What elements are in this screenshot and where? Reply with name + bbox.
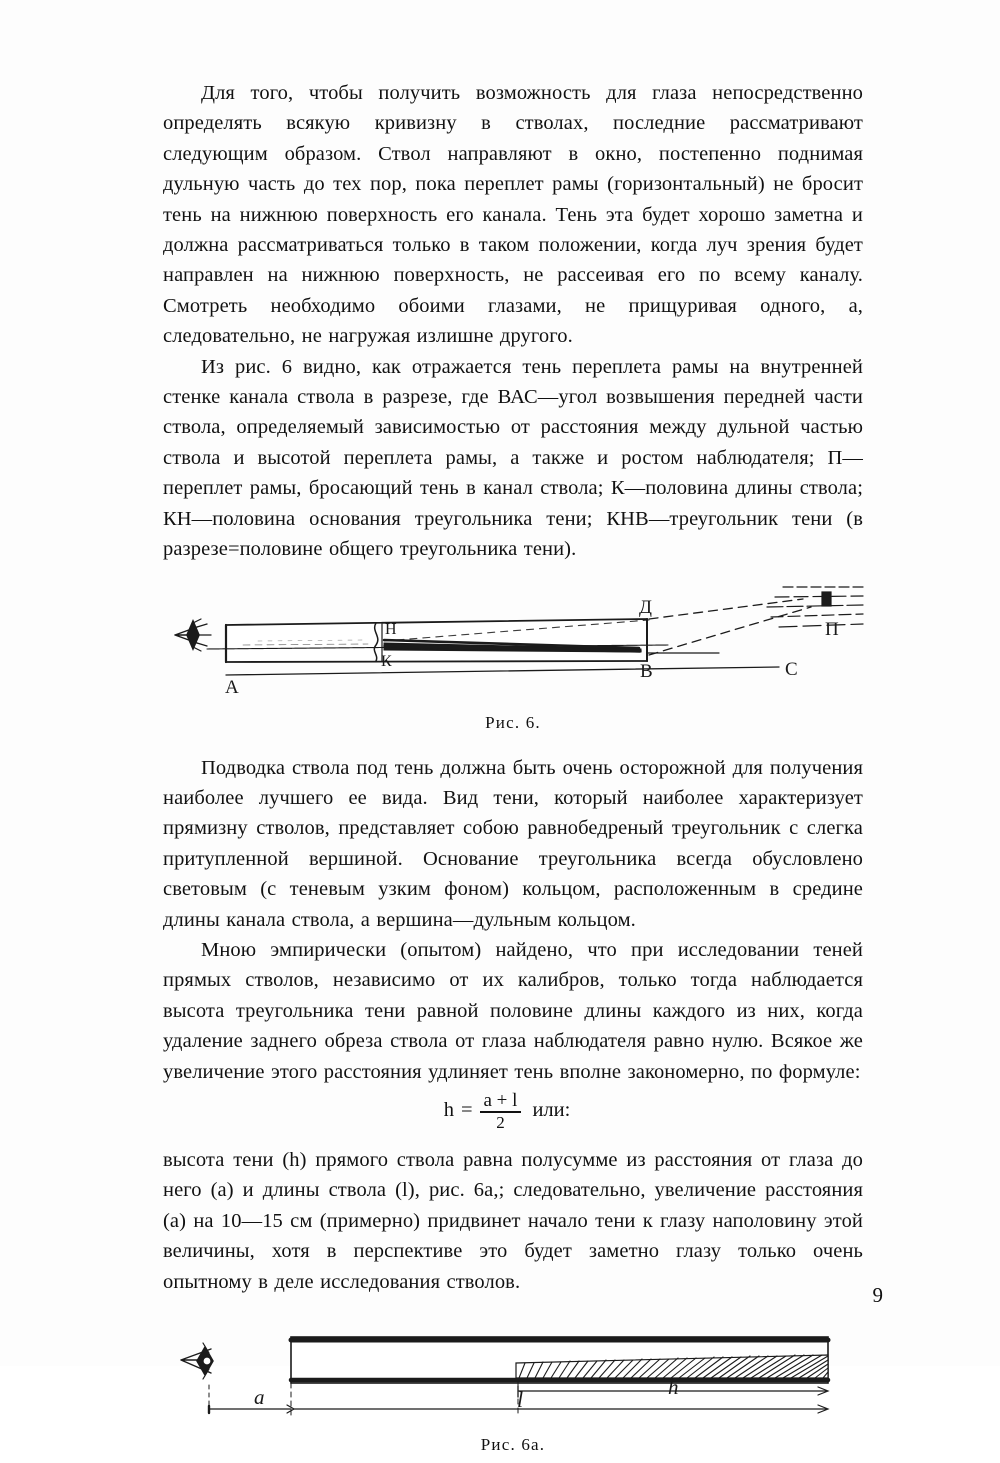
figure-6-label-n: Н xyxy=(385,620,397,638)
formula-denominator: 2 xyxy=(496,1112,505,1132)
figure-6-label-c: C xyxy=(785,658,798,680)
paragraph-3: Подводка ствола под тень должна быть очень осторожной для получения наиболее лучшего ее вида. Вид тени, который наиболее характеризует прямизну стволов, представляет собою равнобедреный треугольник с слегка притупленной вершиной. Основание треугольника всегда обусловлено световым (с теневым узким фоном) кольцом, расположенным в средине длины канала ствола, а вершина—дульным кольцом. xyxy=(163,756,863,931)
figure-6a-drawing xyxy=(163,1323,863,1428)
eye-icon xyxy=(175,619,211,651)
figure-6-label-k: К xyxy=(381,652,392,670)
formula-fraction xyxy=(480,1091,522,1131)
formula-lhs: h xyxy=(443,1099,454,1122)
figure-6a-label-a: a xyxy=(254,1385,265,1409)
formula-shadow-height xyxy=(163,1091,863,1143)
figure-6-label-a: A xyxy=(225,676,239,698)
formula-equals: = xyxy=(460,1099,473,1122)
window-frame xyxy=(767,587,863,627)
figure-6 xyxy=(163,583,863,743)
formula-trailing-text: или: xyxy=(532,1099,571,1122)
figure-6a-label-l: l xyxy=(517,1387,524,1412)
paragraph-1: Для того, чтобы получить возможность для глаза непосредственно определять всякую кривизну в стволах, последние рассматривают следующим образом. Ствол направляют в окно, постепенно поднимая дульную часть до тех пор, пока переплет рамы (горизонтальный) не бросит тень на нижнюю поверхность его канала. Тень эта будет хорошо заметна и должна рассматриваться только в таком положении, когда луч зрения будет направлен на нижнюю поверхность, не рассеивая его по всему каналу. Смотреть необходимо обоими глазами, не прищуривая одного, а, следовательно, не нагружая излишне другого. xyxy=(163,82,863,348)
figure-6-label-b: B xyxy=(640,660,653,682)
figure-6-label-d: Д xyxy=(639,596,652,618)
figure-6a-label-h: h xyxy=(668,1375,679,1399)
figure-6-caption: Рис. 6. xyxy=(485,712,541,732)
paragraph-5: высота тени (h) прямого ствола равна полусумме из расстояния от глаза до него (a) и длины ствола (l), рис. 6а,; следовательно, увеличение расстояния (a) на 10—15 см (примерно) придвинет начало тени к глазу наполовину этой величины, хотя в перспективе это будет заметно глазу только очень опытному в деле исследования стволов. xyxy=(163,1148,863,1293)
eye-icon xyxy=(181,1343,213,1379)
figure-6-drawing xyxy=(163,583,863,708)
figure-6-label-p: П xyxy=(825,618,839,640)
page-content xyxy=(163,78,863,1463)
formula-numerator: a + l xyxy=(483,1089,518,1111)
paragraph-4: Мною эмпирически (опытом) найдено, что при исследовании теней прямых стволов, независимо от их калибров, только тогда наблюдается высота треугольника тени равной половине длины каждого из них, когда удаление заднего обреза ствола от глаза наблюдателя равно нулю. Всякое же увеличение этого расстояния удлиняет тень вполне закономерно, по формуле: xyxy=(163,938,863,1083)
page-number: 9 xyxy=(872,1283,883,1307)
paragraph-2: Из рис. 6 видно, как отражается тень переплета рамы на внутренней стенке канала ствола в разрезе, где ВАС—угол возвышения передней части ствола, определяемый зависимостью от расстояния между дульной частью ствола и высотой переплета рамы, а также и ростом наблюдателя; П—переплет рамы, бросающий тень в канал ствола; К—половина длины ствола; КН—половина основания треугольника тени; КНВ—треугольник тени (в разрезе=половине общего треугольника тени). xyxy=(163,355,863,561)
figure-6a xyxy=(163,1323,863,1463)
figure-6a-caption: Рис. 6а. xyxy=(480,1435,546,1454)
